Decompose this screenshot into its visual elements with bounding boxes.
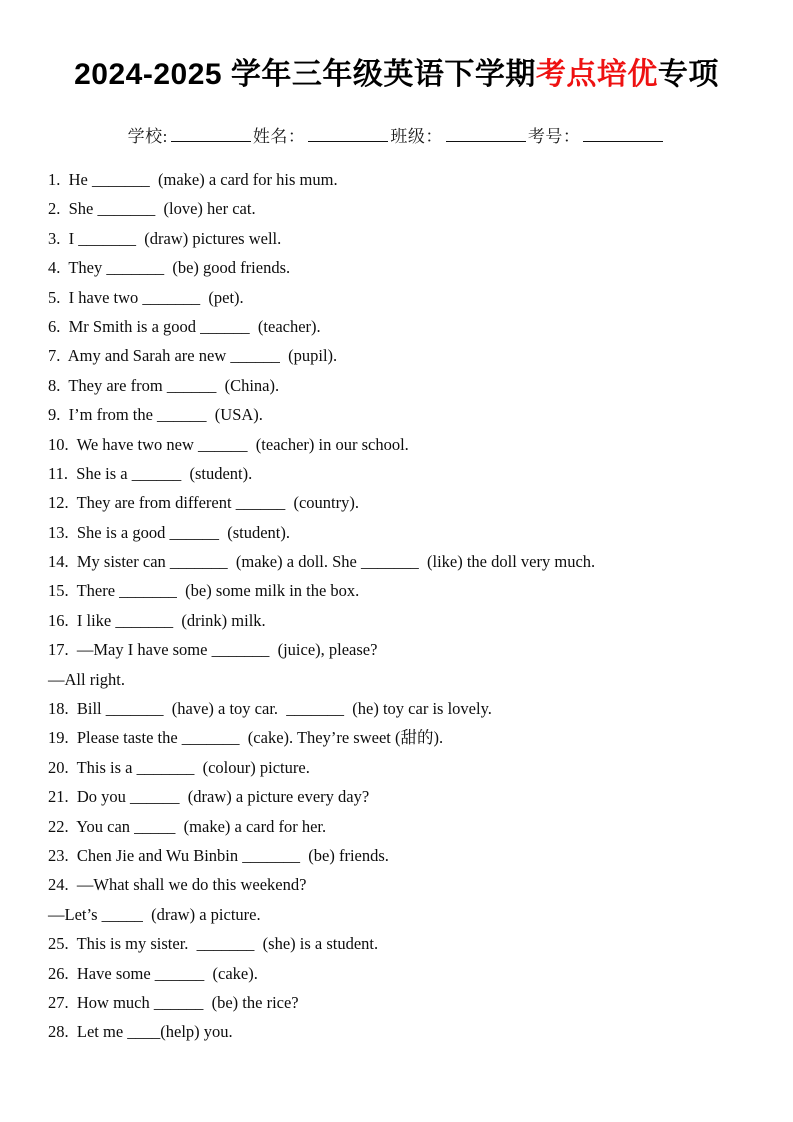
question-line-2: 2. She _______ (love) her cat. [48, 199, 256, 219]
answer-line-17: —All right. [48, 669, 125, 689]
question-line-18: 18. Bill _______ (have) a toy car. _______ (he) toy car is lovely. [48, 699, 492, 719]
question-line-3: 3. I _______ (draw) pictures well. [48, 228, 282, 248]
name-blank-line [308, 126, 388, 142]
question-line-25: 25. This is my sister. _______ (she) is a student. [48, 934, 379, 954]
question-line-23: 23. Chen Jie and Wu Binbin _______ (be) friends. [48, 845, 389, 865]
class-label: 班级： [390, 127, 443, 146]
school-label: 学校: [127, 127, 168, 146]
question-line-27: 27. How much ______ (be) the rice? [48, 992, 299, 1012]
exam-number-label: 考号： [527, 127, 581, 146]
question-list [48, 165, 765, 1047]
exam-number-blank-line [583, 126, 663, 142]
question-line-21: 21. Do you ______ (draw) a picture every day? [48, 787, 370, 807]
question-line-24: 24. —What shall we do this weekend? [48, 875, 307, 895]
question-line-6: 6. Mr Smith is a good ______ (teacher). [48, 316, 321, 336]
question-line-26: 26. Have some ______ (cake). [48, 963, 258, 983]
title-highlight: 考点培优 [535, 58, 658, 91]
title-suffix: 专项 [657, 58, 719, 91]
question-line-5: 5. I have two _______ (pet). [48, 287, 244, 307]
question-line-15: 15. There _______ (be) some milk in the box. [48, 581, 360, 601]
question-line-20: 20. This is a _______ (colour) picture. [48, 757, 310, 777]
question-line-9: 9. I’m from the ______ (USA). [48, 405, 263, 425]
question-line-17: 17. —May I have some _______ (juice), please? [48, 640, 378, 660]
school-field [128, 122, 253, 147]
name-field [253, 122, 391, 147]
question-line-19: 19. Please taste the _______ (cake). They’re sweet (甜的). [48, 728, 444, 748]
question-line-4: 4. They _______ (be) good friends. [48, 258, 291, 278]
question-line-13: 13. She is a good ______ (student). [48, 522, 290, 542]
class-field [390, 122, 528, 147]
question-line-22: 22. You can _____ (make) a card for her. [48, 816, 327, 836]
question-line-14: 14. My sister can _______ (make) a doll. She _______ (like) the doll very much. [48, 552, 596, 572]
title-prefix: 2024-2025 学年三年级英语下学期 [74, 58, 536, 91]
question-line-16: 16. I like _______ (drink) milk. [48, 610, 266, 630]
name-label: 姓名： [252, 127, 306, 146]
exam-number-field [528, 122, 666, 147]
question-line-10: 10. We have two new ______ (teacher) in our school. [48, 434, 409, 454]
question-line-1: 1. He _______ (make) a card for his mum. [48, 170, 338, 189]
student-info-header [0, 122, 793, 147]
question-line-28: 28. Let me ____(help) you. [48, 1022, 233, 1042]
question-line-12: 12. They are from different ______ (country). [48, 493, 359, 513]
question-line-8: 8. They are from ______ (China). [48, 375, 280, 395]
class-blank-line [446, 126, 526, 142]
question-line-7: 7. Amy and Sarah are new ______ (pupil). [48, 346, 338, 366]
question-line-11: 11. She is a ______ (student). [48, 463, 253, 483]
page-title [20, 56, 773, 94]
school-blank-line [171, 126, 251, 142]
answer-line-24: —Let’s _____ (draw) a picture. [48, 904, 261, 924]
